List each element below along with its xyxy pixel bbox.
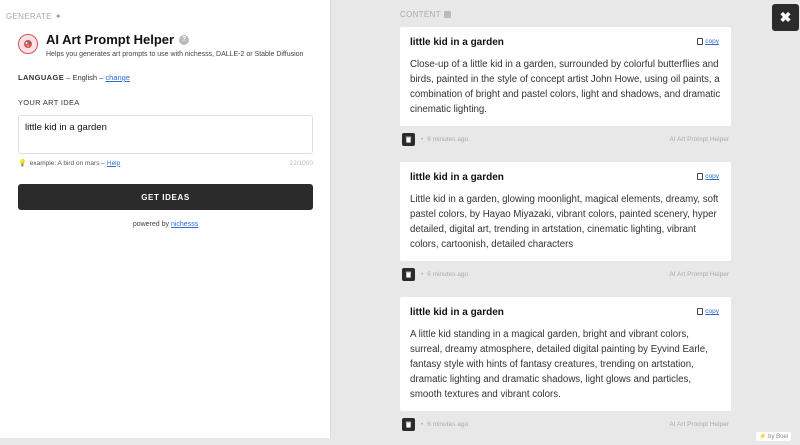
app-title: AI Art Prompt Helper bbox=[46, 32, 175, 47]
result-card bbox=[400, 162, 731, 261]
change-language-link[interactable]: change bbox=[105, 73, 131, 82]
content-icon bbox=[444, 11, 451, 18]
copy-icon bbox=[697, 38, 703, 45]
copy-icon bbox=[697, 308, 703, 315]
example-row bbox=[18, 159, 313, 167]
language-row bbox=[18, 73, 130, 82]
result-time: 6 minutes ago bbox=[427, 420, 469, 428]
copy-label: copy bbox=[705, 38, 719, 45]
result-title: little kid in a garden bbox=[410, 307, 504, 318]
powered-text: powered by bbox=[132, 221, 171, 228]
generate-section-tag bbox=[6, 12, 62, 21]
copy-label: copy bbox=[705, 308, 719, 315]
close-icon: ✖ bbox=[779, 9, 792, 25]
art-idea-input[interactable]: little kid in a garden bbox=[18, 115, 313, 154]
result-meta bbox=[400, 417, 731, 431]
meta-dot: • bbox=[421, 420, 424, 428]
result-text: Close-up of a little kid in a garden, surrounded by colorful butterflies and birds, painted in the style of concept artist John Howe, using oil paints, a combination of bright and pastel colors, light and shadows, and dramatic cinematic lighting. bbox=[410, 59, 721, 115]
copy-button[interactable] bbox=[697, 38, 719, 45]
result-meta bbox=[400, 267, 731, 281]
result-time: 6 minutes ago bbox=[427, 270, 469, 278]
result-source: AI Art Prompt Helper bbox=[669, 270, 729, 278]
lightbulb-icon: 💡 bbox=[18, 160, 27, 167]
result-text: A little kid standing in a magical garden, bright and vibrant colors, surreal, dreamy atmosphere, detailed digital painting by Eyvind Earle, fantasy style with hints of fantasy creatures, trending on artstation, dramatic lighting and dramatic shadows, light glows and particles, smooth textures and vibrant colors. bbox=[410, 329, 708, 400]
example-text: example: A bird on mars – bbox=[29, 159, 105, 167]
language-label: LANGUAGE bbox=[18, 73, 65, 82]
help-icon[interactable]: ? bbox=[179, 35, 189, 45]
generate-tag-label: GENERATE bbox=[6, 12, 52, 21]
result-time: 6 minutes ago bbox=[427, 135, 469, 143]
result-text: Little kid in a garden, glowing moonlight, magical elements, dreamy, soft pastel colors, by Hayao Miyazaki, vibrant colors, painted scenery, hyper detailed, digital art, trending in artstation, cinematic lighting, vibrant colors, cartoonish, detailed characters bbox=[410, 194, 719, 250]
delete-button[interactable] bbox=[402, 268, 415, 281]
app-header bbox=[18, 32, 303, 58]
delete-button[interactable] bbox=[402, 418, 415, 431]
result-card bbox=[400, 27, 731, 126]
generator-panel bbox=[0, 0, 331, 438]
nichesss-link[interactable]: nichesss bbox=[170, 221, 199, 228]
content-tag-label: CONTENT bbox=[400, 10, 441, 19]
language-value: – English – bbox=[64, 73, 106, 82]
close-button[interactable] bbox=[772, 4, 799, 31]
meta-dot: • bbox=[421, 135, 424, 143]
sparkle-icon: ✦ bbox=[54, 12, 62, 21]
result-meta bbox=[400, 132, 731, 146]
result-source: AI Art Prompt Helper bbox=[669, 420, 729, 428]
help-link[interactable]: Help bbox=[106, 159, 121, 167]
content-section-tag bbox=[400, 10, 451, 19]
powered-by bbox=[18, 221, 313, 228]
trash-icon bbox=[405, 421, 412, 428]
result-title: little kid in a garden bbox=[410, 172, 504, 183]
trash-icon bbox=[405, 271, 412, 278]
meta-dot: • bbox=[421, 270, 424, 278]
copy-button[interactable] bbox=[697, 308, 719, 315]
app-description: Helps you generates art prompts to use with nichesss, DALLE-2 or Stable Diffusion bbox=[46, 51, 304, 58]
char-counter: 22/1000 bbox=[289, 159, 313, 167]
result-title: little kid in a garden bbox=[410, 37, 504, 48]
copy-icon bbox=[697, 173, 703, 180]
result-card bbox=[400, 297, 731, 411]
copy-button[interactable] bbox=[697, 173, 719, 180]
by-boei-label: by Boei bbox=[768, 434, 789, 440]
art-idea-label: YOUR ART IDEA bbox=[18, 98, 80, 107]
trash-icon bbox=[405, 136, 412, 143]
result-source: AI Art Prompt Helper bbox=[669, 135, 729, 143]
app-logo-icon bbox=[18, 34, 38, 54]
delete-button[interactable] bbox=[402, 133, 415, 146]
get-ideas-button[interactable]: GET IDEAS bbox=[18, 184, 313, 210]
by-boei-badge[interactable]: ⚡ by Boei bbox=[756, 432, 791, 441]
copy-label: copy bbox=[705, 173, 719, 180]
